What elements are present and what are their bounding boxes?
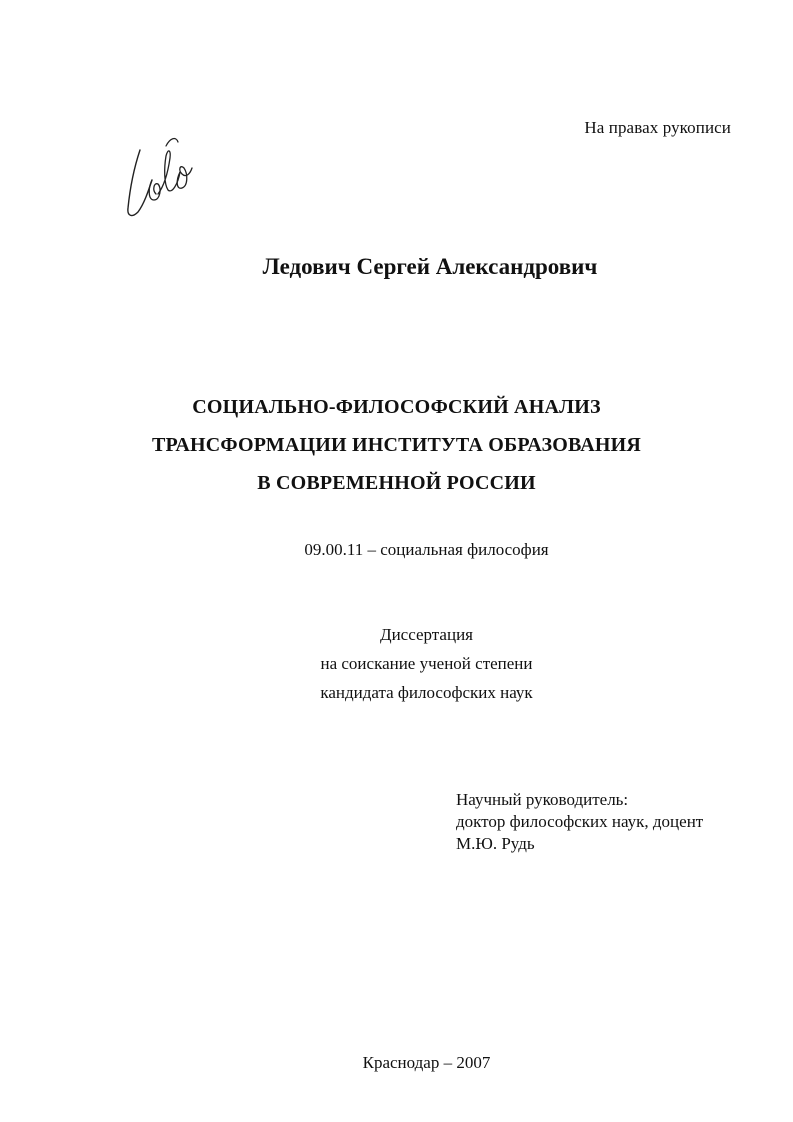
degree-line-3: кандидата философских наук [320,683,533,702]
advisor-label: Научный руководитель: [456,790,629,809]
title-line-1: СОЦИАЛЬНО-ФИЛОСОФСКИЙ АНАЛИЗ [192,396,601,418]
specialty-code: 09.00.11 – социальная философия [304,540,549,559]
title-line-3: В СОВРЕМЕННОЙ РОССИИ [257,472,536,494]
handwritten-signature [118,128,198,228]
degree-line-1: Диссертация [379,625,473,644]
city-year: Краснодар – 2007 [362,1053,491,1072]
degree-line-2: на соискание ученой степени [320,654,533,673]
dissertation-title [0,388,793,502]
scientific-advisor [456,789,703,855]
title-line-2: ТРАНСФОРМАЦИИ ИНСТИТУТА ОБРАЗОВАНИЯ [151,434,642,456]
degree-statement [0,620,793,707]
advisor-name: М.Ю. Рудь [456,834,535,853]
author-name: Ледович Сергей Александрович [262,254,598,279]
advisor-degree: доктор философских наук, доцент [456,812,704,831]
rights-note: На правах рукописи [584,118,731,137]
